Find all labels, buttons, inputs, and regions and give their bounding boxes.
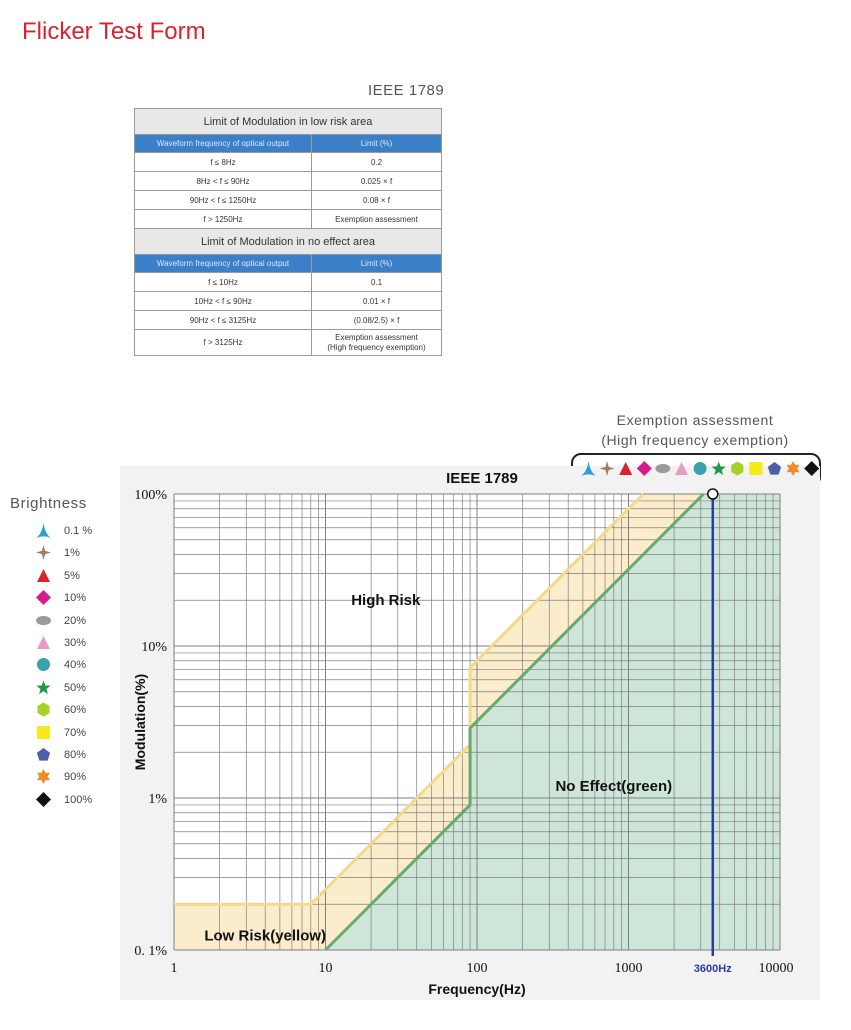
frequency-cell: 8Hz < f ≤ 90Hz (135, 172, 312, 191)
circle-icon (694, 462, 707, 475)
brightness-legend-label: 50% (64, 681, 87, 694)
x-axis-label: Frequency(Hz) (428, 981, 526, 997)
y-tick-label: 1% (148, 792, 167, 807)
limit-cell: (0.08/2.5) × f (312, 311, 442, 330)
brightness-legend-label: 70% (64, 726, 87, 739)
table-standard-label: IEEE 1789 (368, 82, 445, 99)
table-section-heading: Limit of Modulation in low risk area (135, 109, 442, 135)
brightness-legend-label: 10% (64, 592, 87, 605)
low-risk-label: Low Risk(yellow) (204, 927, 327, 945)
limit-cell: 0.025 × f (312, 172, 442, 191)
column-header-limit: Limit (%) (312, 255, 442, 273)
pentagon-icon (768, 462, 781, 475)
limit-cell: 0.08 × f (312, 191, 442, 210)
frequency-cell: 90Hz < f ≤ 3125Hz (135, 311, 312, 330)
y-tick-label: 10% (141, 640, 167, 655)
y-tick-label: 0. 1% (134, 944, 167, 959)
brightness-legend-label: 60% (64, 704, 87, 717)
y-axis-label: Modulation(%) (132, 673, 148, 771)
brightness-legend-label: 20% (64, 614, 87, 627)
column-header-limit: Limit (%) (312, 135, 442, 153)
brightness-legend-label: 5% (64, 569, 80, 582)
x-tick-label: 10 (318, 961, 333, 976)
square-icon (749, 462, 762, 475)
frequency-cell: f ≤ 10Hz (135, 273, 312, 292)
x-tick-label: 1000 (614, 961, 643, 976)
high-risk-label: High Risk (351, 592, 421, 610)
chart-title: IEEE 1789 (446, 470, 518, 487)
x-tick-label: 10000 (758, 961, 794, 976)
exemption-line-1: Exemption assessment (616, 412, 774, 428)
brightness-title: Brightness (10, 495, 87, 512)
table-section-heading: Limit of Modulation in no effect area (135, 229, 442, 255)
ellipse-icon (655, 464, 670, 473)
brightness-legend-label: 0.1 % (64, 525, 93, 537)
brightness-legend-label: 100% (64, 793, 93, 806)
brightness-legend-label: 80% (64, 748, 87, 761)
limit-cell: Exemption assessment (High frequency exemption) (312, 330, 442, 356)
brightness-legend-label: 1% (64, 547, 80, 560)
x-tick-label: 100 (466, 961, 488, 976)
frequency-cell: f ≤ 8Hz (135, 153, 312, 172)
brightness-legend-label: 30% (64, 636, 87, 649)
frequency-cell: f > 1250Hz (135, 210, 312, 229)
column-header-frequency: Waveform frequency of optical output (135, 255, 312, 273)
no-effect-label: No Effect(green) (555, 777, 673, 795)
frequency-cell: f > 3125Hz (135, 330, 312, 356)
y-tick-label: 100% (134, 488, 167, 503)
column-header-frequency: Waveform frequency of optical output (135, 135, 312, 153)
brightness-legend-label: 90% (64, 771, 87, 784)
x-tick-label: 1 (170, 961, 178, 976)
frequency-cell: 90Hz < f ≤ 1250Hz (135, 191, 312, 210)
frequency-cell: 10Hz < f ≤ 90Hz (135, 292, 312, 311)
marker-frequency-label: 3600Hz (693, 963, 732, 975)
limit-cell: 0.1 (312, 273, 442, 292)
limit-cell: Exemption assessment (312, 210, 442, 229)
page-title: Flicker Test Form (22, 18, 206, 45)
exemption-line-2: (High frequency exemption) (601, 432, 789, 448)
limit-cell: 0.01 × f (312, 292, 442, 311)
brightness-legend-label: 40% (64, 659, 87, 672)
limit-cell: 0.2 (312, 153, 442, 172)
frequency-marker-circle (708, 489, 718, 499)
